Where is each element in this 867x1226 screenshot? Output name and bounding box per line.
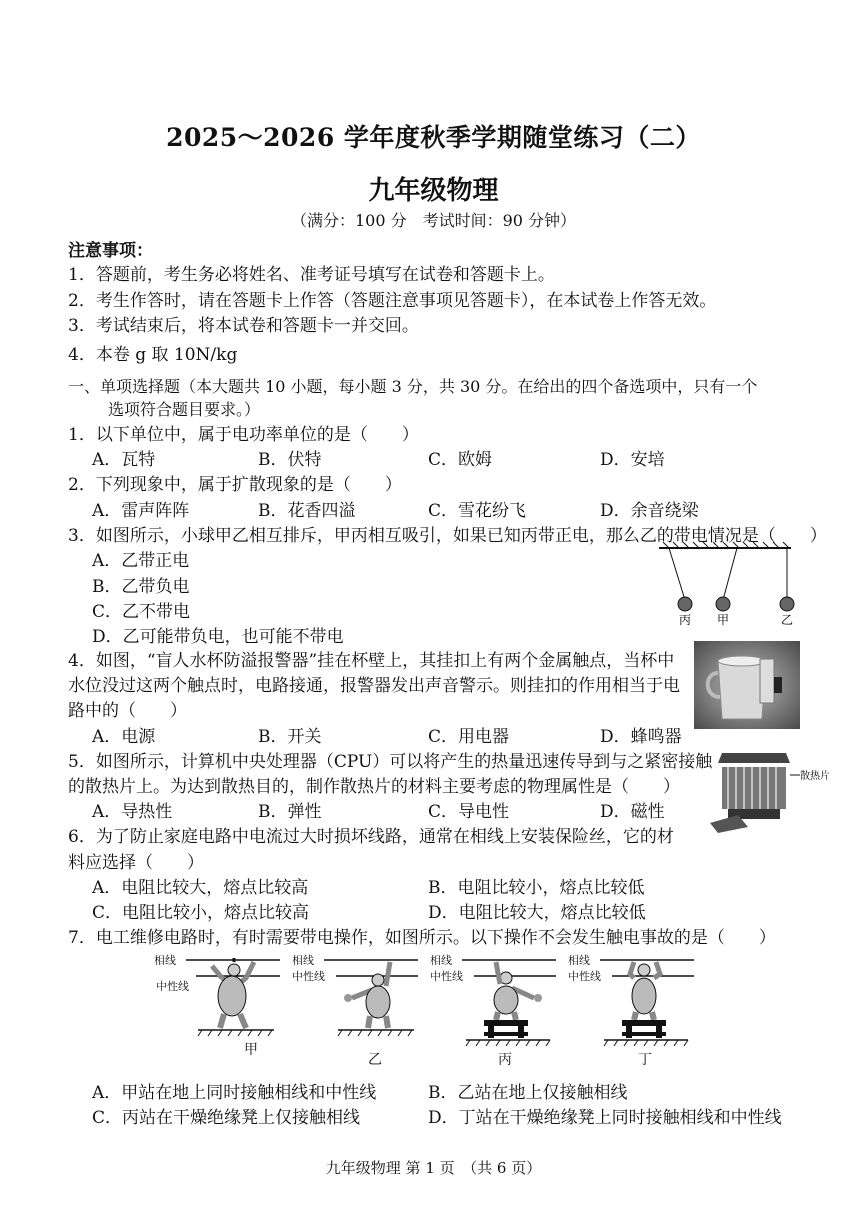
q5-stem-line2: 的散热片上。为达到散热目的，制作散热片的材料主要考虑的物理属性是（ ） [68,777,680,797]
q7-p2-neutral-label: 中性线 [292,970,325,983]
q7-p4-phase-label: 相线 [568,954,590,967]
note-item-2: 2．考生作答时，请在答题卡上作答（答题注意事项见答题卡），在本试卷上作答无效。 [68,291,717,311]
q4-option-a: A．电源 [92,727,156,747]
q1-option-c: C．欧姆 [428,450,493,470]
q5-stem-line1: 5．如图所示，计算机中央处理器（CPU）可以将产生的热量迅速传导到与之紧密接触 [68,752,713,772]
q7-label-jia: 甲 [244,1042,258,1058]
q2-option-d: D．余音绕梁 [600,501,699,521]
q7-label-ding: 丁 [638,1052,652,1068]
q3-option-c: C．乙不带电 [92,602,191,622]
page-footer: 九年级物理 第 1 页 （共 6 页） [325,1159,542,1177]
note-item-4: 4．本卷 g 取 10N/kg [68,345,238,365]
q6-option-a: A．电阻比较大，熔点比较高 [92,878,309,898]
q3-option-d: D．乙可能带负电，也可能不带电 [92,627,344,647]
q7-option-c: C．丙站在干燥绝缘凳上仅接触相线 [92,1108,361,1128]
q7-p4-neutral-label: 中性线 [568,970,601,983]
q6-stem-line2: 料应选择（ ） [68,853,204,873]
q6-option-c: C．电阻比较小，熔点比较高 [92,903,310,923]
q5-option-a: A．导热性 [92,802,173,822]
q5-option-b: B．弹性 [258,802,322,822]
q4-stem-line1: 4．如图，“盲人水杯防溢报警器”挂在杯壁上，其挂扣上有两个金属触点，当杯中 [68,651,675,671]
q5-heatsink-figure [708,745,848,835]
q7-p1-phase-label: 相线 [154,954,176,967]
q5-option-d: D．磁性 [600,802,665,822]
score-info: （满分：100 分 考试时间：90 分钟） [290,211,577,230]
q3-hanging-balls-figure [655,540,795,630]
q7-electricians-figure [150,948,720,1076]
q4-cup-photo [694,641,800,729]
q1-option-d: D．安培 [600,450,665,470]
section-heading-2: 选项符合题目要求。） [108,400,261,419]
q1-option-a: A．瓦特 [92,450,156,470]
q4-stem-line3: 路中的（ ） [68,701,187,721]
q4-stem-line2: 水位没过这两个触点时，电路接通，报警器发出声音警示。则挂扣的作用相当于电 [68,676,680,696]
notes-heading: 注意事项： [68,241,153,261]
q3-label-yi: 乙 [781,613,794,627]
q3-label-jia: 甲 [717,613,730,627]
q7-p2-phase-label: 相线 [292,954,314,967]
section-heading: 一、单项选择题（本大题共 10 小题，每小题 3 分，共 30 分。在给出的四个备选项中，只有一个 [68,377,758,396]
q5-heatsink-label: 散热片 [800,771,830,782]
q3-stem: 3．如图所示，小球甲乙相互排斥，甲丙相互吸引，如果已知丙带正电，那么乙的带电情况是（ ） [68,526,827,546]
note-item-1: 1．答题前，考生务必将姓名、准考证号填写在试卷和答题卡上。 [68,265,555,285]
q7-option-d: D．丁站在干燥绝缘凳上同时接触相线和中性线 [428,1108,782,1128]
q5-option-c: C．导电性 [428,802,510,822]
q7-option-a: A．甲站在地上同时接触相线和中性线 [92,1083,377,1103]
q4-option-b: B．开关 [258,727,322,747]
q7-p3-neutral-label: 中性线 [430,970,463,983]
q1-option-b: B．伏特 [258,450,322,470]
q6-option-b: B．电阻比较小，熔点比较低 [428,878,645,898]
q7-stem: 7．电工维修电路时，有时需要带电操作，如图所示。以下操作不会发生触电事故的是（ ） [68,928,776,948]
q4-option-d: D．蜂鸣器 [600,727,682,747]
subject-title: 九年级物理 [368,176,499,206]
q6-stem-line1: 6．为了防止家庭电路中电流过大时损坏线路，通常在相线上安装保险丝，它的材 [68,827,674,847]
exam-title: 2025～2026 学年度秋季学期随堂练习（二） [166,123,701,152]
q7-option-b: B．乙站在地上仅接触相线 [428,1083,628,1103]
q3-option-a: A．乙带正电 [92,551,190,571]
q3-option-b: B．乙带负电 [92,577,190,597]
q2-option-a: A．雷声阵阵 [92,501,190,521]
q6-option-d: D．电阻比较大，熔点比较低 [428,903,646,923]
q7-p3-phase-label: 相线 [430,954,452,967]
q3-label-bing: 丙 [679,613,692,627]
q2-option-c: C．雪花纷飞 [428,501,527,521]
q1-stem: 1．以下单位中，属于电功率单位的是（ ） [68,425,419,445]
q7-p1-neutral-label: 中性线 [156,980,189,993]
q4-option-c: C．用电器 [428,727,510,747]
note-item-3: 3．考试结束后，将本试卷和答题卡一并交回。 [68,316,419,336]
q2-stem: 2．下列现象中，属于扩散现象的是（ ） [68,475,402,495]
q2-option-b: B．花香四溢 [258,501,356,521]
q7-label-yi: 乙 [368,1052,382,1068]
q7-label-bing: 丙 [498,1052,512,1068]
